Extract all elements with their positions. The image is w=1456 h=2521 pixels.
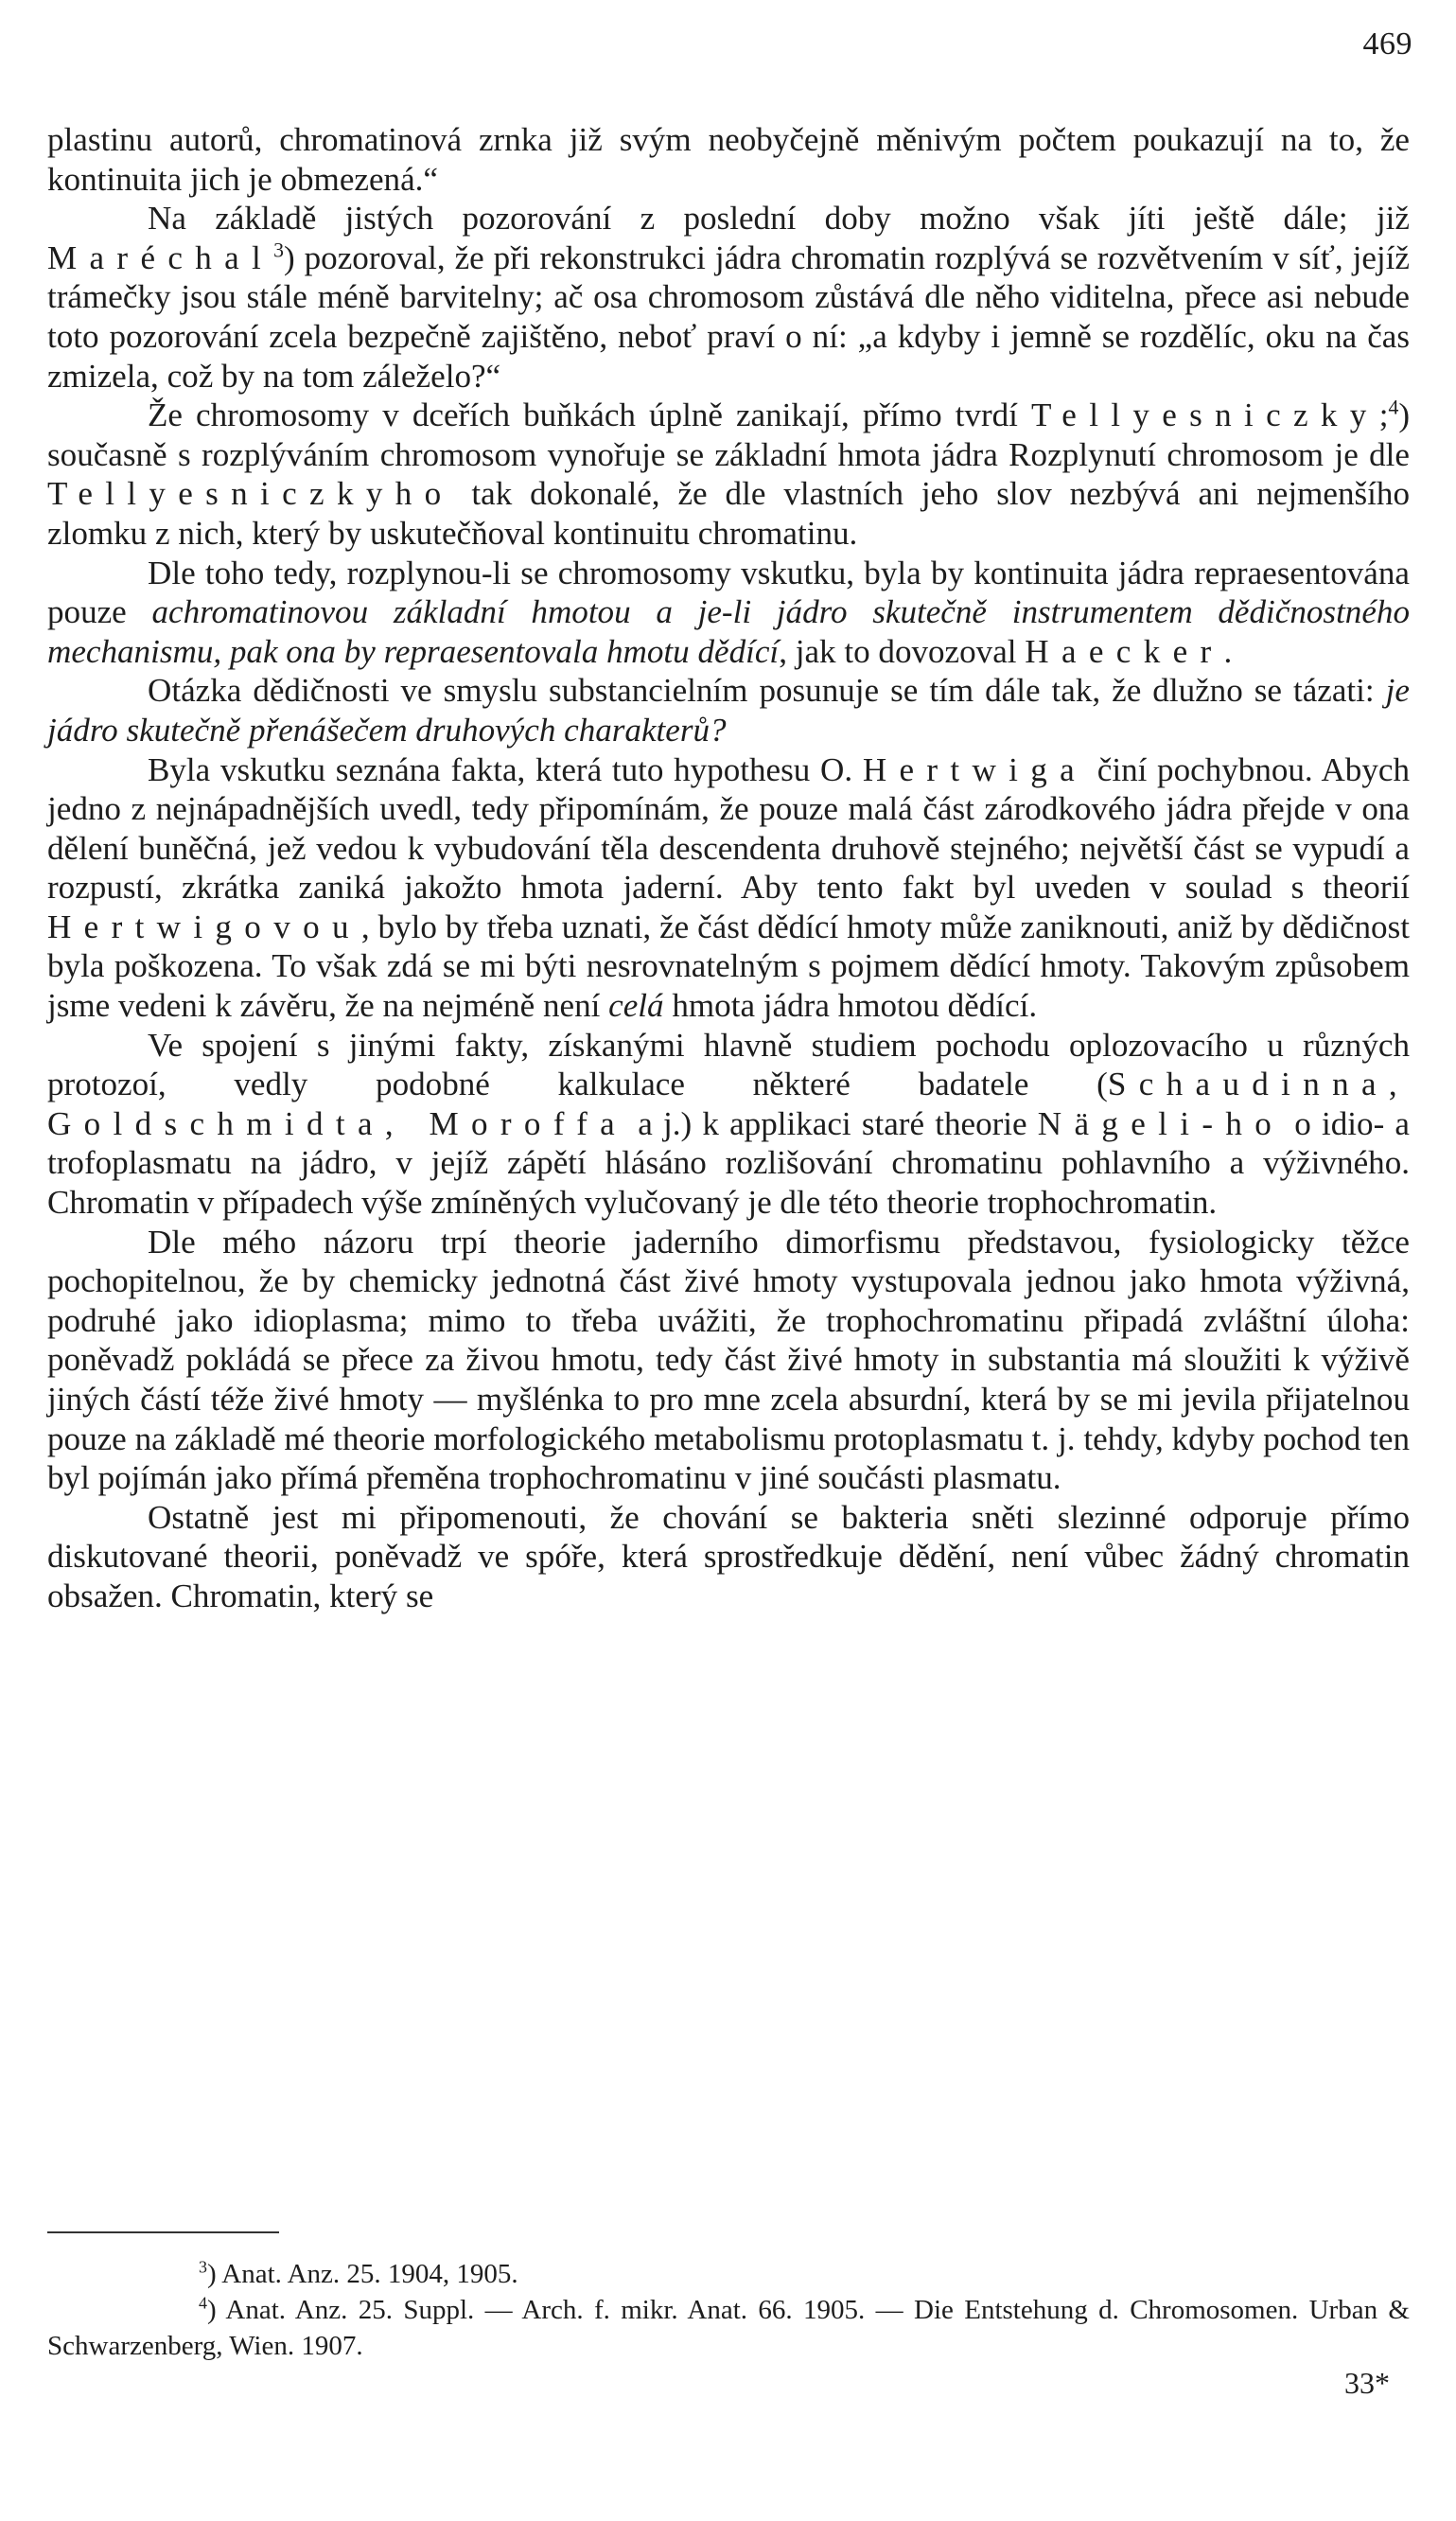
- footnote-divider: [47, 2231, 279, 2233]
- paragraph-8: Dle mého názoru trpí theorie jaderního dimorfismu představou, fysiologicky těžce pochopitelnou, že by chemicky jednotná část živé hmoty vystupovala jednou jako hmota výživná, podruhé jako idioplasma; mimo to třeba uvážiti, že trophochromatinu připadá zvláštní úloha: poněvadž pokládá se přece za živou hmotu, tedy část živé hmoty in substantia má sloužiti k výživě jiných částí téže živé hmoty — myšlénka to pro mne zcela absurdní, která by se mi jevila přijatelnou pouze na základě mé theorie morfologického metabolismu protoplasmatu t. j. tehdy, kdyby pochod ten byl pojímán jako přímá přeměna trophochromatinu v jiné součásti plasmatu.: [47, 1223, 1410, 1497]
- paragraph-2: Na základě jistých pozorování z poslední doby možno však jíti ještě dále; již Maréchal$^3$) pozoroval, že při rekonstrukci jádra chromatin rozplývá se rozvětvením v síť, jejíž trámečky jsou stále méně barvitelny; ač osa chromosom zůstává dle něho viditelna, přece asi nebude toto pozorování zcela bezpečně zajištěno, neboť praví o ní: „a kdyby i jemně se rozdělíc, oku na čas zmizela, což by na tom záleželo?“: [47, 200, 1410, 395]
- paragraph-6: Byla vskutku seznána fakta, která tuto hypothesu O. Hertwiga činí pochybnou. Abych jedno z nejnápadnějších uvedl, tedy připomínám, že pouze malá část zárodkového jádra přejde v ona dělení buněčná, jež vedou k vybudování těla descendenta druhově stejného; největší část se vypudí a rozpustí, zkrátka zaniká jakožto hmota jaderní. Aby tento fakt byl uveden v soulad s theorií Hertwigovou, bylo by třeba uznati, že část dědící hmoty může zaniknouti, aniž by dědičnost byla poškozena. To však zdá se mi býti nesrovnatelným s pojmem dědící hmoty. Takovým způsobem jsme vedeni k závěru, že na nejméně není celá hmota jádra hmotou dědící.: [47, 750, 1410, 1025]
- body-text: [47, 120, 1410, 1616]
- paragraph-9: Ostatně jest mi připomenouti, že chování se bakteria sněti slezinné odporuje přímo diskutované theorii, poněvadž ve spóře, která sprostředkuje dědění, není vůbec žádný chromatin obsažen. Chromatin, který se: [47, 1498, 1410, 1614]
- paragraph-4: Dle toho tedy, rozplynou-li se chromosomy vskutku, byla by kontinuita jádra repraesentována pouze achromatinovou základní hmotou a je-li jádro skutečně instrumentem dědičnostného mechanismu, pak ona by repraesentovala hmotu dědící, jak to dovozoval Haecker.: [47, 554, 1410, 670]
- footnote-4: $^4$) Anat. Anz. 25. Suppl. — Arch. f. mikr. Anat. 66. 1905. — Die Entstehung d. Chromosomen. Urban & Schwarzenberg, Wien. 1907.: [47, 2293, 1410, 2361]
- paragraph-3: Že chromosomy v dceřích buňkách úplně zanikají, přímo tvrdí Tellyesniczky;$^4$) současně s rozplýváním chromosom vynořuje se základní hmota jádra Rozplynutí chromosom je dle Tellyesniczkyho tak dokonalé, že dle vlastních jeho slov nezbývá ani nejmenšího zlomku z nich, který by uskutečňoval kontinuitu chromatinu.: [47, 396, 1410, 552]
- paragraph-1: plastinu autorů, chromatinová zrnka již svým neobyčejně měnivým počtem poukazují na to, že kontinuita jich je obmezená.“: [47, 121, 1410, 198]
- paragraph-7: Ve spojení s jinými fakty, získanými hlavně studiem pochodu oplozovacího u různých protozoí, vedly podobné kalkulace některé badatele (Schaudinna, Goldschmidta, Moroffa a j.) k applikaci staré theorie Nägeli-ho o idio- a trofoplasmatu na jádro, v jejíž zápětí hlásáno rozlišování chromatinu pohlavního a výživného. Chromatin v případech výše zmíněných vylučovaný je dle této theorie trophochromatin.: [47, 1026, 1410, 1222]
- page-number: 469: [1362, 26, 1412, 62]
- signature-mark: 33*: [1344, 2366, 1390, 2400]
- footnotes: [47, 2256, 1410, 2364]
- paragraph-5: Otázka dědičnosti ve smyslu substancielním posunuje se tím dále tak, že dlužno se tázati: je jádro skutečně přenášečem druhových charakterů?: [47, 672, 1410, 749]
- footnote-3: $^3$) Anat. Anz. 25. 1904, 1905.: [199, 2257, 518, 2289]
